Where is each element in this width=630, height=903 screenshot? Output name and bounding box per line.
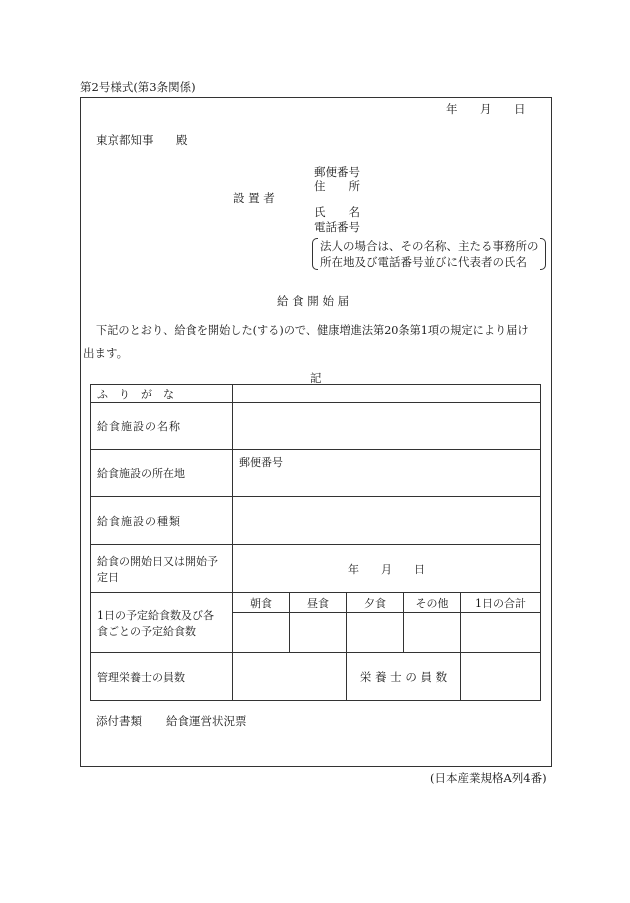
body-line2: 出ます。 [83,346,129,360]
facility-location-label: 給食施設の所在地 [91,450,233,497]
meal-header-breakfast: 朝食 [233,593,290,613]
form-id: 第2号様式(第3条関係) [80,80,196,94]
start-date-label-line2: 定日 [97,570,119,584]
meal-header-other: その他 [404,593,461,613]
meals-label [91,593,233,653]
start-date-label [91,545,233,593]
facility-type-label: 給食施設の種類 [91,497,233,545]
document-title: 給 食 開 始 届 [277,294,350,308]
meal-dinner-field[interactable] [347,613,404,653]
start-date-label-line1: 給食の開始日又は開始予 [97,554,218,568]
applicant-phone: 電話番号 [314,220,360,234]
addressee: 東京都知事 [96,133,154,147]
honorific: 殿 [176,133,188,147]
nutritionist-count-label: 栄 養 士 の 員 数 [347,653,461,701]
nutritionist-count-field[interactable] [461,653,541,701]
meal-lunch-field[interactable] [290,613,347,653]
meals-label-line2: 食ごとの予定給食数 [97,624,196,638]
location-postal-label: 郵便番号 [239,456,283,469]
ki-label: 記 [310,371,322,385]
applicant-note-line2: 所在地及び電話番号並びに代表者の氏名 [320,255,527,269]
facility-name-label: 給食施設の名称 [91,403,233,450]
furigana-label: ふ り が な [91,385,233,403]
start-date-field[interactable]: 年 月 日 [233,545,541,593]
attachment-value: 給食運営状況票 [166,714,247,728]
meal-total-field[interactable] [461,613,541,653]
note-right-bracket [540,238,546,270]
meal-header-lunch: 昼食 [290,593,347,613]
facility-location-field[interactable] [233,450,541,497]
facility-type-field[interactable] [233,497,541,545]
footer-note: (日本産業規格A列4番) [430,771,547,785]
meal-header-dinner: 夕食 [347,593,404,613]
meal-breakfast-field[interactable] [233,613,290,653]
meal-header-total: 1日の合計 [461,593,541,613]
meals-label-line1: 1日の予定給食数及び各 [97,608,214,622]
date-month: 月 [480,102,492,116]
details-table [90,384,541,701]
facility-name-field[interactable] [233,403,541,450]
applicant-note-line1: 法人の場合は、その名称、主たる事務所の [320,239,539,253]
date-day: 日 [514,102,526,116]
applicant-label: 設 置 者 [233,191,275,205]
attachment-label: 添付書類 [96,714,142,728]
body-line1: 下記のとおり、給食を開始した(する)ので、健康増進法第20条第1項の規定により届け [96,324,529,337]
applicant-postal: 郵便番号 [314,165,360,179]
applicant-name: 氏 名 [314,205,360,219]
note-left-bracket [312,238,318,270]
meal-other-field[interactable] [404,613,461,653]
date-year: 年 [446,102,458,116]
applicant-address: 住 所 [314,179,360,193]
dietitian-count-label: 管理栄養士の員数 [91,653,233,701]
dietitian-count-field[interactable] [233,653,347,701]
furigana-field[interactable] [233,385,541,403]
